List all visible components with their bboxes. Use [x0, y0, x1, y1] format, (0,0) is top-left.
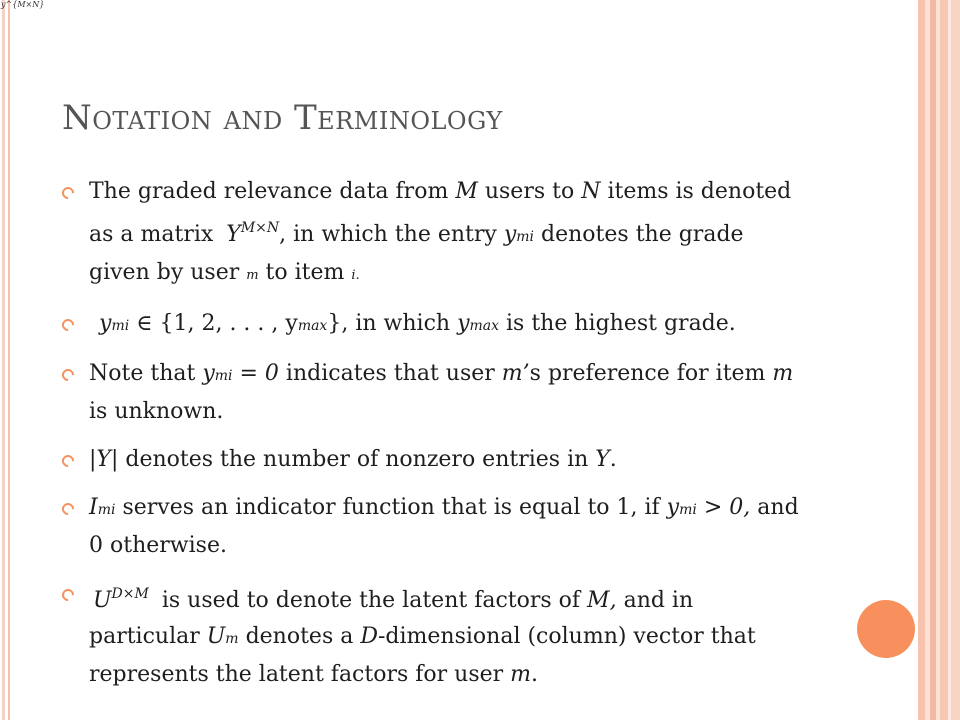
- subscript: m: [225, 631, 239, 647]
- text: .: [609, 447, 617, 472]
- text: -dimensional (column) vector that represents the latent factors for user: [89, 624, 756, 687]
- corner-note: y^{M×N}: [1, 0, 45, 9]
- matrix-superscript: M×N: [240, 220, 280, 236]
- text: items is denoted as a matrix: [89, 179, 792, 247]
- formula-close: }: [327, 311, 342, 336]
- text: indicates that user: [278, 361, 502, 386]
- right-stripe: [951, 0, 960, 720]
- var-U: U: [206, 624, 226, 649]
- text: The graded relevance data from: [89, 179, 456, 204]
- equation: = 0: [232, 361, 279, 386]
- bullet-item: [62, 356, 802, 430]
- text: denotes the grade given by user: [89, 222, 744, 285]
- var-m: m: [772, 361, 794, 386]
- subscript: mi: [214, 368, 233, 384]
- formula-set: ∈ {1, 2, . . . , y: [129, 311, 298, 336]
- orange-ring-bullet-icon: [60, 367, 77, 384]
- var-M: M,: [587, 588, 617, 613]
- var-y: y: [202, 361, 215, 386]
- matrix-symbol: [226, 210, 279, 253]
- orange-ring-bullet-icon: [60, 587, 77, 604]
- subscript: max: [469, 318, 500, 334]
- text: denotes a: [238, 624, 361, 649]
- subscript: mi: [516, 229, 535, 245]
- formula-sub: mi: [111, 318, 130, 334]
- text: is the highest grade.: [499, 311, 736, 336]
- matrix-superscript: D×M: [111, 586, 149, 602]
- bullet-item: [62, 306, 802, 344]
- var-Y: Y: [96, 447, 111, 472]
- orange-ring-bullet-icon: [60, 501, 77, 518]
- text: is used to denote the latent factors of: [154, 588, 588, 613]
- text: | denotes the number of nonzero entries in: [110, 447, 596, 472]
- var-m: m’: [501, 361, 530, 386]
- text: Note that: [89, 361, 203, 386]
- matrix-base: Y: [226, 222, 241, 247]
- var-i: i.: [351, 268, 360, 283]
- text: .: [531, 662, 539, 687]
- orange-ring-bullet-icon: [60, 453, 77, 470]
- var-Y: Y: [595, 447, 610, 472]
- bullet-item: [62, 442, 802, 478]
- text: users to: [477, 179, 582, 204]
- inequality: > 0,: [696, 495, 751, 520]
- var-m: m: [246, 268, 259, 283]
- latent-matrix-symbol: [93, 576, 149, 619]
- subscript: mi: [679, 502, 697, 518]
- text: serves an indicator function that is equal to 1, if: [115, 495, 667, 520]
- text: s preference for item: [529, 361, 773, 386]
- var-D: D: [360, 624, 378, 649]
- var-I: I: [89, 495, 98, 520]
- slide-title: Notation and Terminology: [62, 98, 503, 138]
- right-stripe: [940, 0, 948, 720]
- subscript: mi: [97, 502, 116, 518]
- text: and in particular: [89, 588, 694, 649]
- text: and 0 otherwise.: [89, 495, 799, 558]
- formula-var: y: [99, 311, 112, 336]
- formula-max-sub: max: [297, 318, 328, 334]
- var-y: y: [666, 495, 680, 520]
- orange-ring-bullet-icon: [60, 317, 77, 334]
- left-accent-line-inner: [8, 0, 10, 720]
- var-N: N: [581, 179, 601, 204]
- matrix-base: U: [93, 588, 112, 613]
- bullet-item: [62, 576, 802, 693]
- var-y: y: [503, 222, 517, 247]
- left-accent-line: [2, 0, 5, 720]
- text: , in which the entry: [279, 222, 504, 247]
- var-M: M: [455, 179, 478, 204]
- grade-set-formula: [99, 311, 341, 336]
- text: to item: [258, 260, 352, 285]
- text: , in which: [341, 311, 458, 336]
- bullet-item: [62, 174, 802, 294]
- var-y: y: [457, 311, 470, 336]
- orange-circle-icon: [857, 600, 915, 658]
- bullet-list: [62, 174, 802, 705]
- orange-ring-bullet-icon: [60, 185, 77, 202]
- bullet-item: [62, 490, 802, 564]
- right-stripe: [918, 0, 925, 720]
- var-m: m: [510, 662, 532, 687]
- text: |: [89, 447, 97, 472]
- text: is unknown.: [89, 399, 224, 424]
